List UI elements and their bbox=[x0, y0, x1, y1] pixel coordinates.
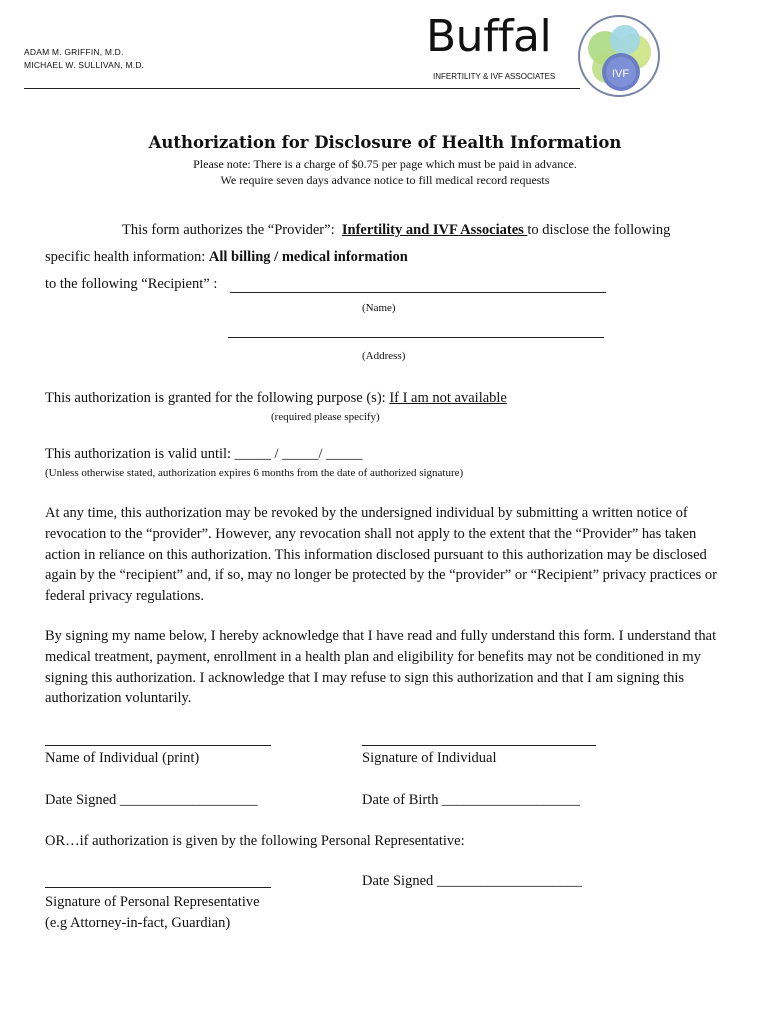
date-of-birth-field[interactable]: Date of Birth ___________________ bbox=[362, 792, 580, 808]
form-title: Authorization for Disclosure of Health Information bbox=[148, 133, 622, 152]
recipient-label: to the following “Recipient” : bbox=[45, 276, 218, 292]
rep-signature-label: Signature of Personal Representative bbox=[45, 894, 260, 910]
provider-prefix: This form authorizes the “Provider”: bbox=[122, 222, 335, 238]
purpose-statement bbox=[45, 390, 507, 407]
address-caption: (Address) bbox=[362, 350, 406, 362]
notice-note: We require seven days advance notice to fill medical record requests bbox=[220, 173, 550, 187]
signature-individual-line[interactable] bbox=[362, 745, 596, 746]
info-value: All billing / medical information bbox=[208, 249, 408, 265]
valid-until-field[interactable]: This authorization is valid until: _____ / _____/ _____ bbox=[45, 446, 363, 462]
rep-example: (e.g Attorney-in-fact, Guardian) bbox=[45, 915, 231, 931]
name-individual-label: Name of Individual (print) bbox=[45, 750, 200, 766]
revocation-paragraph: At any time, this authorization may be revoked by the undersigned individual by submitting a written notice of revocation to the “provider”. However, any revocation shall not apply to the extent that the “Provider” has taken action in reliance on this authorization. This information disclosed pursuant to this authorization may be disclosed again by the “recipient” and, if so, may no longer be protected by the “provider” or “Recipient” privacy practices or federal privacy regulations. bbox=[45, 505, 717, 605]
doctor-name-2: MICHAEL W. SULLIVAN, M.D. bbox=[24, 60, 145, 70]
rep-signature-line[interactable] bbox=[45, 887, 271, 888]
provider-name: Infertility and IVF Associates bbox=[341, 222, 528, 238]
signature-individual-label: Signature of Individual bbox=[362, 750, 497, 766]
recipient-name-field[interactable] bbox=[230, 292, 606, 293]
provider-statement bbox=[122, 222, 670, 239]
fee-note: Please note: There is a charge of $0.75 per page which must be paid in advance. bbox=[193, 157, 577, 171]
acknowledge-paragraph: By signing my name below, I hereby acknowledge that I have read and fully understand this form. I understand that medical treatment, payment, enrollment in a health plan and eligibility for benefits may not be conditioned in my signing this authorization. I acknowledge that I may refuse to sign this authorization and that I am signing this authorization voluntarily. bbox=[45, 628, 717, 707]
info-statement bbox=[45, 249, 408, 266]
purpose-value[interactable]: If I am not available bbox=[389, 390, 507, 406]
ivf-logo-icon bbox=[577, 12, 661, 102]
brand-tagline: INFERTILITY & IVF ASSOCIATES bbox=[433, 72, 556, 81]
purpose-caption: (required please specify) bbox=[271, 411, 380, 423]
info-prefix: specific health information: bbox=[45, 249, 206, 265]
brand-wordmark: Buffal bbox=[426, 11, 552, 62]
logo-label: IVF bbox=[612, 68, 630, 80]
name-individual-line[interactable] bbox=[45, 745, 271, 746]
representative-intro: OR…if authorization is given by the following Personal Representative: bbox=[45, 833, 465, 849]
doctor-name-1: ADAM M. GRIFFIN, M.D. bbox=[24, 47, 124, 57]
provider-suffix: to disclose the following bbox=[527, 222, 671, 238]
date-signed-field[interactable]: Date Signed ___________________ bbox=[45, 792, 258, 808]
purpose-prefix: This authorization is granted for the following purpose (s): bbox=[45, 390, 386, 406]
name-caption: (Name) bbox=[362, 302, 396, 314]
recipient-address-field[interactable] bbox=[228, 337, 604, 338]
valid-until-note: (Unless otherwise stated, authorization expires 6 months from the date of authorized signature) bbox=[45, 467, 464, 479]
rep-date-signed-field[interactable]: Date Signed ____________________ bbox=[362, 873, 582, 889]
header-divider bbox=[24, 88, 580, 89]
